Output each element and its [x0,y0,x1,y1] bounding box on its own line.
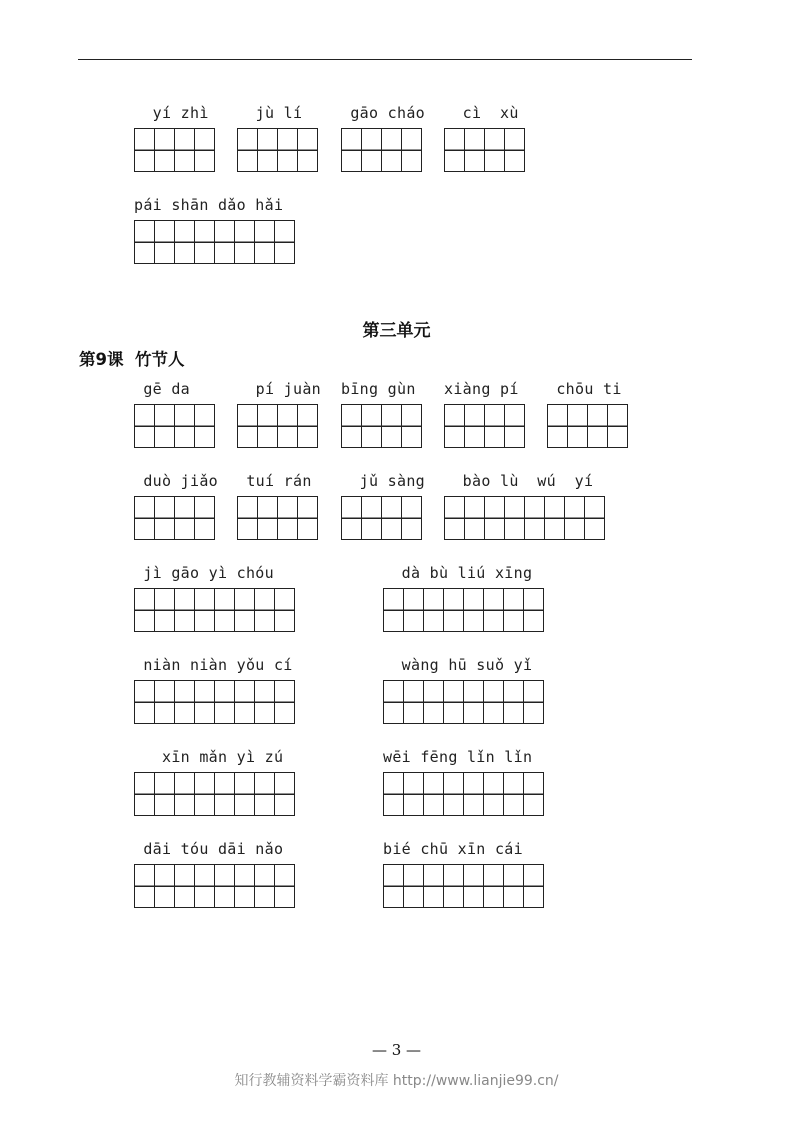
writing-box[interactable] [194,404,215,448]
writing-box[interactable] [174,864,194,908]
writing-box[interactable] [383,772,403,816]
pinyin-text: bào lù wú yí [444,472,594,490]
writing-box[interactable] [544,496,564,540]
writing-box[interactable] [134,404,154,448]
writing-box[interactable] [237,496,257,540]
writing-box[interactable] [444,404,464,448]
writing-box[interactable] [254,220,274,264]
writing-box[interactable] [134,220,154,264]
pinyin-text: cì xù [444,104,519,122]
writing-box[interactable] [381,404,401,448]
writing-box[interactable] [584,496,605,540]
writing-box[interactable] [523,864,544,908]
writing-box[interactable] [444,128,464,172]
writing-box[interactable] [523,680,544,724]
pinyin-text: xīn mǎn yì zú [134,748,284,766]
pinyin-text: pí juàn [237,380,321,398]
writing-box[interactable] [154,772,174,816]
writing-grid[interactable] [134,404,215,448]
writing-grid[interactable] [341,404,422,448]
writing-box[interactable] [274,772,295,816]
writing-box[interactable] [383,588,403,632]
writing-box[interactable] [547,404,567,448]
lesson-title: 第9课 竹节人 [79,350,185,369]
writing-box[interactable] [214,864,234,908]
writing-box[interactable] [194,772,214,816]
writing-box[interactable] [254,588,274,632]
writing-box[interactable] [503,772,523,816]
writing-box[interactable] [134,772,154,816]
pinyin-text: pái shān dǎo hǎi [134,196,284,214]
header-rule [78,59,692,60]
writing-box[interactable] [423,772,443,816]
writing-grid[interactable] [341,128,422,172]
writing-box[interactable] [277,404,297,448]
pinyin-text: dāi tóu dāi nǎo [134,840,284,858]
writing-box[interactable] [254,772,274,816]
writing-box[interactable] [134,680,154,724]
writing-box[interactable] [443,864,463,908]
pinyin-text: gāo cháo [341,104,425,122]
writing-grid[interactable] [134,588,295,632]
writing-grid[interactable] [237,404,318,448]
writing-box[interactable] [381,496,401,540]
writing-grid[interactable] [383,864,544,908]
writing-grid[interactable] [134,128,215,172]
writing-box[interactable] [214,772,234,816]
writing-box[interactable] [443,772,463,816]
writing-box[interactable] [403,588,423,632]
writing-grid[interactable] [444,496,605,540]
writing-box[interactable] [403,680,423,724]
writing-box[interactable] [257,128,277,172]
pinyin-text: wēi fēng lǐn lǐn [383,748,533,766]
writing-box[interactable] [214,588,234,632]
writing-grid[interactable] [341,496,422,540]
writing-box[interactable] [403,864,423,908]
pinyin-text: niàn niàn yǒu cí [134,656,293,674]
writing-box[interactable] [483,864,503,908]
writing-box[interactable] [361,496,381,540]
writing-box[interactable] [341,128,361,172]
writing-box[interactable] [503,588,523,632]
writing-box[interactable] [523,772,544,816]
writing-box[interactable] [254,864,274,908]
writing-box[interactable] [274,588,295,632]
writing-box[interactable] [274,680,295,724]
writing-box[interactable] [174,496,194,540]
pinyin-text: wàng hū suǒ yǐ [383,656,533,674]
writing-box[interactable] [484,128,504,172]
writing-box[interactable] [524,496,544,540]
writing-box[interactable] [564,496,584,540]
writing-box[interactable] [194,220,214,264]
writing-box[interactable] [463,772,483,816]
writing-box[interactable] [134,864,154,908]
writing-box[interactable] [234,220,254,264]
writing-box[interactable] [234,772,254,816]
writing-box[interactable] [484,496,504,540]
writing-box[interactable] [341,404,361,448]
writing-box[interactable] [174,772,194,816]
writing-box[interactable] [464,496,484,540]
writing-box[interactable] [567,404,587,448]
writing-box[interactable] [194,588,214,632]
pinyin-text: chōu ti [547,380,622,398]
writing-grid[interactable] [134,864,295,908]
pinyin-text: jǔ sàng [341,472,425,490]
writing-box[interactable] [257,496,277,540]
writing-box[interactable] [401,496,422,540]
writing-box[interactable] [484,404,504,448]
page-number: — 3 — [371,1041,422,1059]
writing-box[interactable] [234,864,254,908]
writing-grid[interactable] [383,588,544,632]
pinyin-text: bié chū xīn cái [383,840,523,858]
writing-box[interactable] [423,864,443,908]
writing-box[interactable] [174,680,194,724]
writing-box[interactable] [483,680,503,724]
writing-grid[interactable] [237,496,318,540]
writing-box[interactable] [443,588,463,632]
writing-box[interactable] [503,864,523,908]
writing-box[interactable] [483,772,503,816]
writing-box[interactable] [234,588,254,632]
writing-box[interactable] [194,864,214,908]
pinyin-text: yí zhì [134,104,209,122]
writing-box[interactable] [341,496,361,540]
writing-box[interactable] [237,404,257,448]
writing-grid[interactable] [134,680,295,724]
writing-box[interactable] [463,680,483,724]
writing-box[interactable] [403,772,423,816]
writing-box[interactable] [174,128,194,172]
writing-box[interactable] [194,128,215,172]
writing-box[interactable] [483,588,503,632]
writing-box[interactable] [423,588,443,632]
writing-box[interactable] [254,680,274,724]
writing-box[interactable] [277,128,297,172]
writing-grid[interactable] [444,404,525,448]
writing-box[interactable] [463,864,483,908]
writing-grid[interactable] [383,680,544,724]
pinyin-text: tuí rán [237,472,312,490]
pinyin-text: duò jiǎo [134,472,218,490]
writing-box[interactable] [463,588,483,632]
writing-box[interactable] [154,588,174,632]
writing-box[interactable] [257,404,277,448]
writing-box[interactable] [444,496,464,540]
footer-watermark: 知行教辅资料学霸资料库 http://www.lianjie99.cn/ [234,1073,559,1089]
writing-box[interactable] [503,680,523,724]
writing-box[interactable] [361,404,381,448]
writing-box[interactable] [234,680,254,724]
pinyin-text: dà bù liú xīng [383,564,533,582]
pinyin-text: xiàng pí [444,380,519,398]
writing-box[interactable] [134,496,154,540]
writing-grid[interactable] [444,128,525,172]
writing-box[interactable] [274,220,295,264]
writing-grid[interactable] [237,128,318,172]
writing-box[interactable] [504,404,525,448]
writing-box[interactable] [464,128,484,172]
writing-box[interactable] [154,220,174,264]
writing-grid[interactable] [134,496,215,540]
pinyin-text: jù lí [237,104,303,122]
writing-box[interactable] [134,588,154,632]
writing-box[interactable] [154,864,174,908]
writing-box[interactable] [277,496,297,540]
writing-box[interactable] [237,128,257,172]
writing-box[interactable] [194,496,215,540]
writing-box[interactable] [154,404,174,448]
pinyin-text: gē da [134,380,190,398]
writing-box[interactable] [154,128,174,172]
writing-grid[interactable] [547,404,628,448]
writing-box[interactable] [464,404,484,448]
writing-box[interactable] [401,128,422,172]
writing-box[interactable] [194,680,214,724]
unit-title: 第三单元 [362,321,431,341]
writing-box[interactable] [174,220,194,264]
writing-box[interactable] [274,864,295,908]
writing-box[interactable] [297,128,318,172]
writing-grid[interactable] [383,772,544,816]
writing-box[interactable] [383,864,403,908]
writing-box[interactable] [174,404,194,448]
writing-box[interactable] [154,680,174,724]
writing-box[interactable] [361,128,381,172]
writing-box[interactable] [523,588,544,632]
pinyin-text: bīng gùn [341,380,416,398]
writing-box[interactable] [504,496,524,540]
writing-box[interactable] [383,680,403,724]
writing-box[interactable] [154,496,174,540]
writing-box[interactable] [297,404,318,448]
writing-box[interactable] [214,220,234,264]
writing-box[interactable] [401,404,422,448]
writing-box[interactable] [587,404,607,448]
writing-grid[interactable] [134,220,295,264]
writing-box[interactable] [214,680,234,724]
pinyin-text: jì gāo yì chóu [134,564,274,582]
writing-box[interactable] [297,496,318,540]
writing-box[interactable] [134,128,154,172]
writing-box[interactable] [443,680,463,724]
writing-grid[interactable] [134,772,295,816]
writing-box[interactable] [381,128,401,172]
writing-box[interactable] [423,680,443,724]
writing-box[interactable] [174,588,194,632]
writing-box[interactable] [607,404,628,448]
writing-box[interactable] [504,128,525,172]
